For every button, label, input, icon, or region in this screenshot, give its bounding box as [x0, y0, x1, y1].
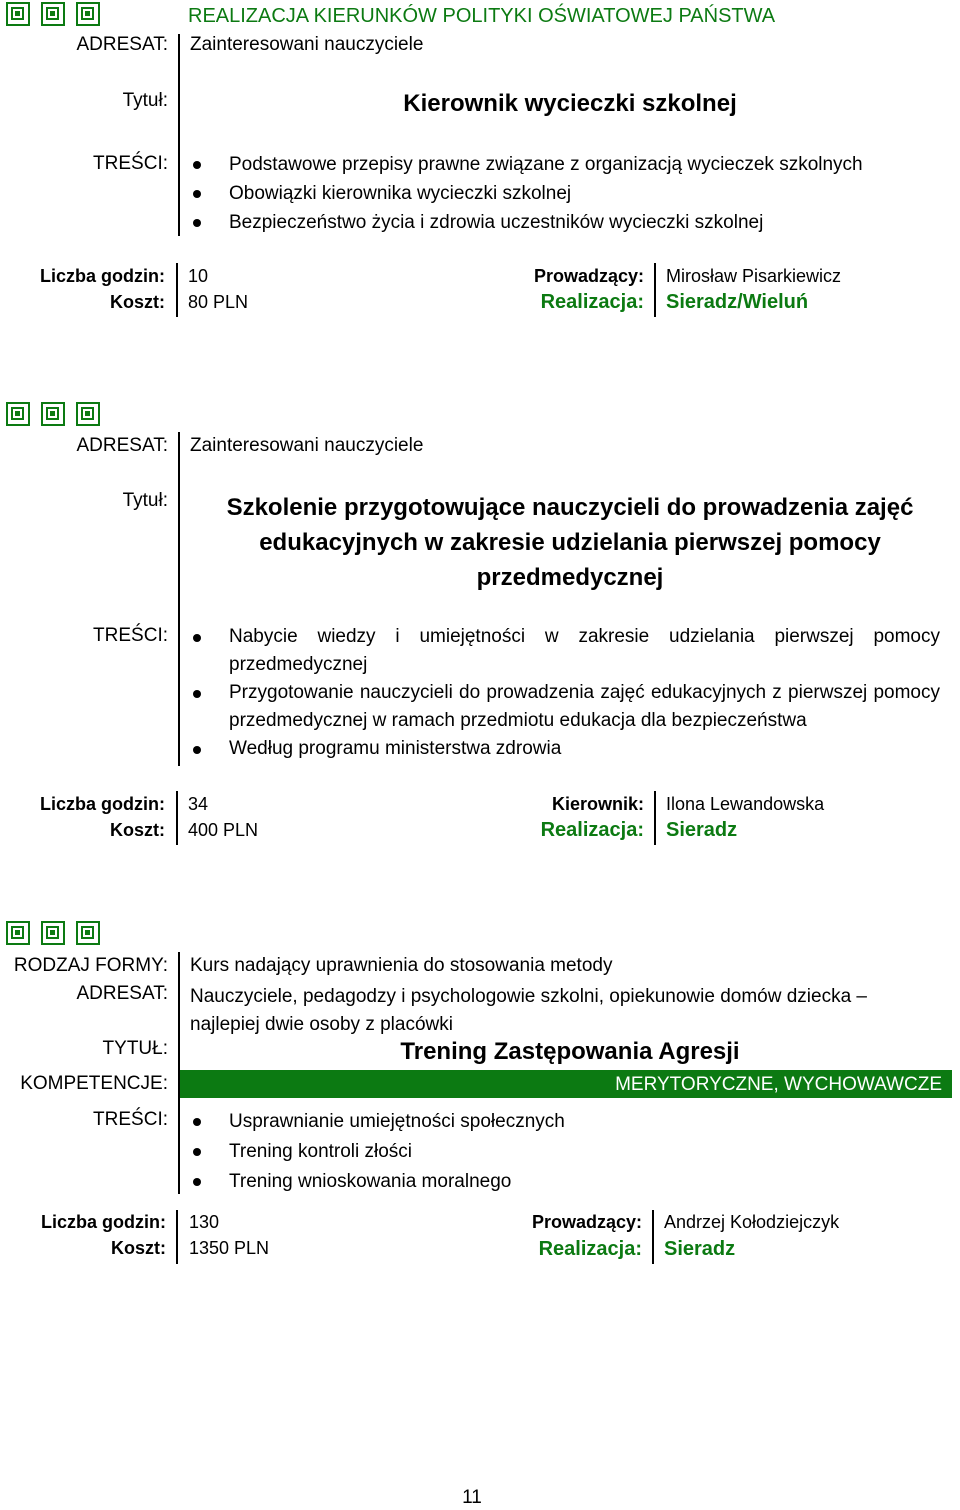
hours-label: Liczba godzin:	[40, 794, 165, 814]
course-title: Kierownik wycieczki szkolnej	[403, 90, 737, 117]
trainer-value: Andrzej Kołodziejczyk	[664, 1212, 840, 1232]
tytul-label: Tytuł:	[122, 90, 168, 111]
separator-line	[652, 1210, 654, 1264]
adresat-label: ADRESAT:	[76, 34, 168, 55]
qr-square-icon	[76, 921, 100, 945]
content-list	[190, 623, 940, 763]
qr-square-icon	[41, 2, 65, 26]
icon-row	[6, 2, 100, 26]
hours-label: Liczba godzin:	[41, 1212, 166, 1232]
qr-square-icon	[41, 402, 65, 426]
separator-line	[654, 791, 656, 845]
trainer-label: Prowadzący:	[531, 1212, 642, 1232]
list-item: Przygotowanie nauczycieli do prowadzenia zajęć edukacyjnych z pierwszej pomocy przedmedycznej w ramach przedmiotu edukacja dla bezpieczeństwa	[190, 679, 940, 735]
cost-label: Koszt:	[111, 1238, 166, 1258]
cost-value: 1350 PLN	[189, 1238, 270, 1258]
cost-value: 80 PLN	[188, 292, 249, 312]
separator-line	[654, 263, 656, 317]
place-value: Sieradz/Wieluń	[666, 291, 809, 313]
form-label: RODZAJ FORMY:	[13, 955, 168, 976]
qr-square-icon	[6, 921, 30, 945]
place-label: Realizacja:	[540, 819, 644, 841]
icon-row	[6, 402, 100, 426]
list-item: Trening kontroli złości	[190, 1137, 940, 1167]
competences-label: KOMPETENCJE:	[20, 1073, 168, 1094]
list-item: Trening wnioskowania moralnego	[190, 1167, 940, 1197]
list-item: Usprawnianie umiejętności społecznych	[190, 1107, 940, 1137]
tytul-label: TYTUŁ:	[102, 1038, 168, 1059]
hours-value: 130	[189, 1212, 220, 1232]
adresat-label: ADRESAT:	[76, 435, 168, 456]
place-value: Sieradz	[666, 819, 738, 841]
content-list	[190, 1107, 940, 1197]
adresat-value: Zainteresowani nauczyciele	[190, 435, 424, 456]
qr-square-icon	[6, 2, 30, 26]
trainer-value: Mirosław Pisarkiewicz	[666, 266, 842, 286]
cost-value: 400 PLN	[188, 820, 259, 840]
qr-square-icon	[41, 921, 65, 945]
hours-value: 34	[188, 794, 209, 814]
course-title-line: Szkolenie przygotowujące nauczycieli do prowadzenia zajęć	[226, 494, 914, 521]
tresci-label: TREŚCI:	[93, 153, 168, 174]
course-title: Trening Zastępowania Agresji	[400, 1038, 740, 1065]
hours-label: Liczba godzin:	[40, 266, 165, 286]
place-label: Realizacja:	[538, 1238, 642, 1260]
trainer-label: Prowadzący:	[533, 266, 644, 286]
hours-value: 10	[188, 266, 209, 286]
course-title-line: przedmedycznej	[476, 564, 664, 591]
course-title	[190, 490, 950, 595]
separator-line	[178, 34, 180, 236]
list-item: Podstawowe przepisy prawne związane z organizacją wycieczek szkolnych	[190, 150, 940, 179]
content-list	[190, 150, 940, 237]
qr-square-icon	[76, 402, 100, 426]
place-value: Sieradz	[664, 1238, 736, 1260]
list-item: Nabycie wiedzy i umiejętności w zakresie udzielania pierwszej pomocy przedmedycznej	[190, 623, 940, 679]
separator-line	[176, 263, 178, 317]
list-item: Bezpieczeństwo życia i zdrowia uczestników wycieczki szkolnej	[190, 208, 940, 237]
page-number: 11	[462, 1487, 482, 1508]
course-title-line: edukacyjnych w zakresie udzielania pierwszej pomocy	[259, 529, 881, 556]
section-header-title: REALIZACJA KIERUNKÓW POLITYKI OŚWIATOWEJ PAŃSTWA	[188, 5, 776, 27]
separator-line	[176, 791, 178, 845]
leader-label: Kierownik:	[551, 794, 644, 814]
icon-row	[6, 921, 100, 945]
adresat-value	[190, 983, 867, 1039]
competences-bar: MERYTORYCZNE, WYCHOWAWCZE	[180, 1070, 952, 1098]
adresat-line: Nauczyciele, pedagodzy i psychologowie szkolni, opiekunowie domów dziecka –	[190, 986, 867, 1007]
cost-label: Koszt:	[110, 820, 165, 840]
list-item: Obowiązki kierownika wycieczki szkolnej	[190, 179, 940, 208]
qr-square-icon	[76, 2, 100, 26]
separator-line	[178, 432, 180, 766]
place-label: Realizacja:	[540, 291, 644, 313]
adresat-value: Zainteresowani nauczyciele	[190, 34, 424, 55]
adresat-label: ADRESAT:	[76, 983, 168, 1004]
cost-label: Koszt:	[110, 292, 165, 312]
form-value: Kurs nadający uprawnienia do stosowania metody	[190, 955, 613, 976]
list-item: Według programu ministerstwa zdrowia	[190, 735, 940, 763]
adresat-line: najlepiej dwie osoby z placówki	[190, 1014, 453, 1035]
qr-square-icon	[6, 402, 30, 426]
separator-line	[176, 1210, 178, 1264]
tresci-label: TREŚCI:	[93, 625, 168, 646]
tytul-label: Tytuł:	[122, 490, 168, 511]
tresci-label: TREŚCI:	[93, 1109, 168, 1130]
leader-value: Ilona Lewandowska	[666, 794, 825, 814]
